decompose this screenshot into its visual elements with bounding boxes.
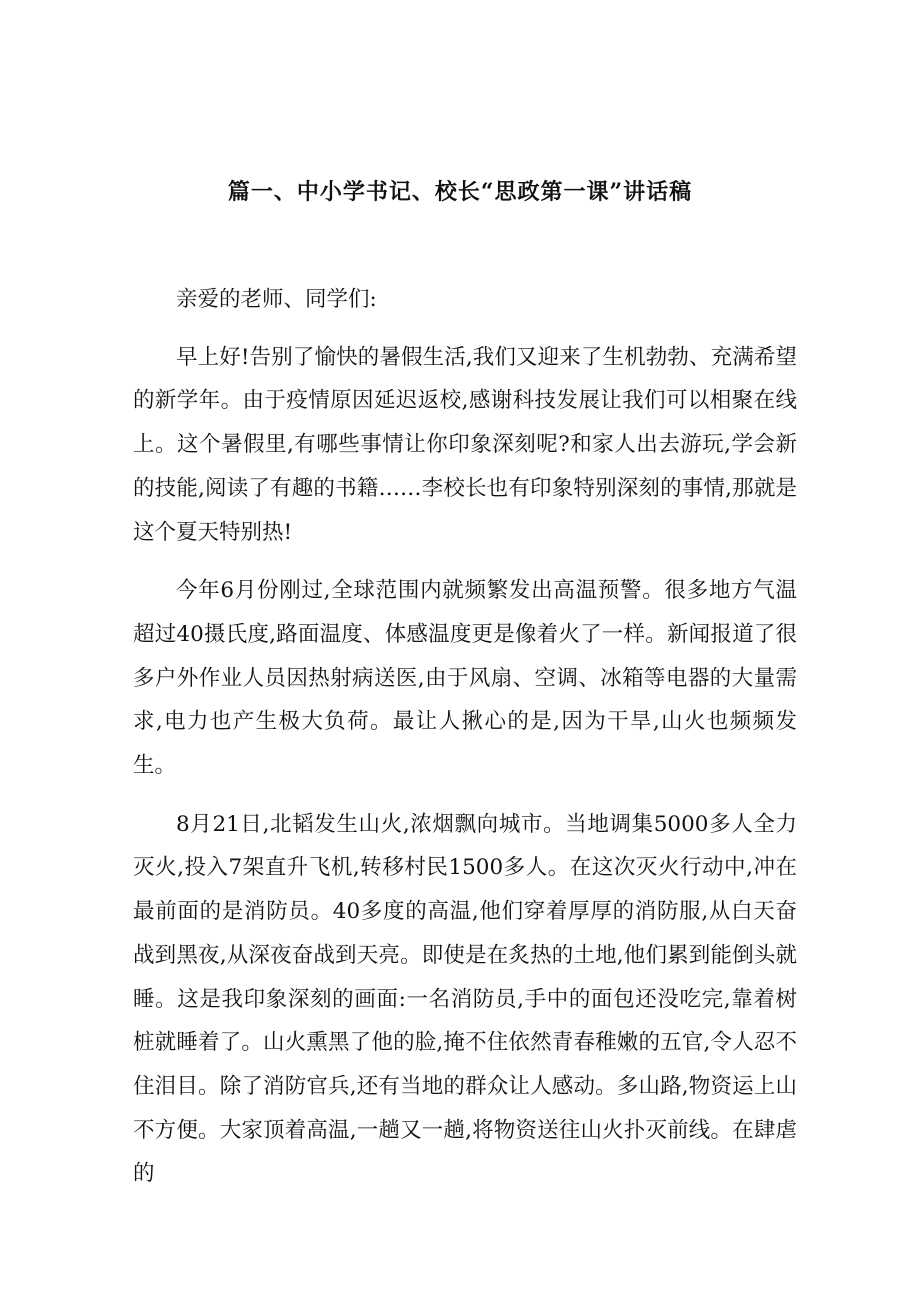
document-title: 篇一、中小学书记、校长“思政第一课”讲话稿 xyxy=(227,179,693,205)
paragraph-1: 早上好!告别了愉快的暑假生活,我们又迎来了生机勃勃、充满希望的新学年。由于疫情原因延迟返校,感谢科技发展让我们可以相聚在线上。这个暑假里,有哪些事情让你印象深刻呢?和家人出去游玩,学会新的技能,阅读了有趣的书籍……李校长也有印象特别深刻的事情,那就是这个夏天特别热! xyxy=(133,344,797,545)
paragraph-2: 今年6月份刚过,全球范围内就频繁发出高温预警。很多地方气温超过40摄氏度,路面温度、体感温度更是像着火了一样。新闻报道了很多户外作业人员因热射病送医,由于风扇、空调、冰箱等电器的大量需求,电力也产生极大负荷。最让人揪心的是,因为干旱,山火也频频发生。 xyxy=(133,578,797,779)
salutation: 亲爱的老师、同学们: xyxy=(176,287,377,312)
paragraph-3: 8月21日,北韬发生山火,浓烟飘向城市。当地调集5000多人全力灭火,投入7架直升飞机,转移村民1500多人。在这次灭火行动中,冲在最前面的是消防员。40多度的高温,他们穿着厚厚的消防服,从白天奋战到黑夜,从深夜奋战到天亮。即使是在炙热的土地,他们累到能倒头就睡。这是我印象深刻的画面:一名消防员,手中的面包还没吃完,靠着树桩就睡着了。山火熏黑了他的脸,掩不住依然青春稚嫩的五官,令人忍不住泪目。除了消防官兵,还有当地的群众让人感动。多山路,物资运上山不方便。大家顶着高温,一趟又一趟,将物资送往山火扑灭前线。在肆虐的 xyxy=(133,811,797,1187)
document-body xyxy=(133,278,797,1211)
